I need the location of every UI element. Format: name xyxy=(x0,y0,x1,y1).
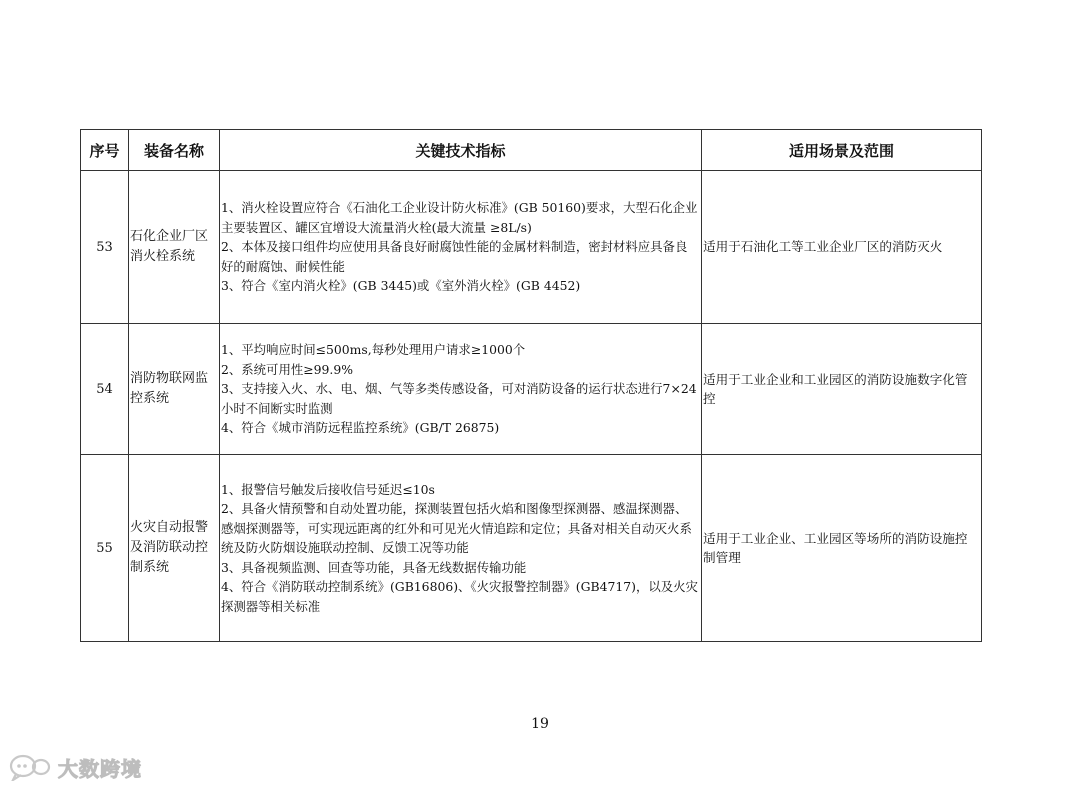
row-scope: 适用于工业企业和工业园区的消防设施数字化管控 xyxy=(702,324,982,455)
row-spec-list xyxy=(220,455,702,642)
row-equipment-name: 火灾自动报警及消防联动控制系统 xyxy=(129,455,220,642)
spec-item: 3、具备视频监测、回查等功能，具备无线数据传输功能 xyxy=(221,559,527,575)
row-equipment-name: 消防物联网监控系统 xyxy=(129,324,220,455)
spec-item: 3、符合《室内消火栓》(GB 3445)或《室外消火栓》(GB 4452) xyxy=(221,278,581,294)
spec-item: 3、支持接入火、水、电、烟、气等多类传感设备，可对消防设备的运行状态进行7×24小时不间断实时监测 xyxy=(221,381,697,416)
row-scope: 适用于工业企业、工业园区等场所的消防设施控制管理 xyxy=(702,455,982,642)
table-row xyxy=(81,455,982,642)
header-scope: 适用场景及范围 xyxy=(702,130,982,171)
row-scope: 适用于石油化工等工业企业厂区的消防灭火 xyxy=(702,171,982,324)
header-seq: 序号 xyxy=(81,130,129,171)
chat-bubble-logo-icon xyxy=(8,753,52,781)
table-row xyxy=(81,171,982,324)
row-spec-list xyxy=(220,171,702,324)
spec-item: 1、平均响应时间≤500ms,每秒处理用户请求≥1000个 xyxy=(221,342,526,358)
row-equipment-name: 石化企业厂区消火栓系统 xyxy=(129,171,220,324)
spec-item: 4、符合《城市消防远程监控系统》(GB/T 26875) xyxy=(221,420,500,436)
spec-item: 1、报警信号触发后接收信号延迟≤10s xyxy=(221,481,435,497)
row-seq: 53 xyxy=(81,171,129,324)
spec-item: 2、本体及接口组件均应使用具备良好耐腐蚀性能的金属材料制造，密封材料应具备良好的耐腐蚀、耐候性能 xyxy=(221,239,688,274)
row-seq: 54 xyxy=(81,324,129,455)
spec-item: 2、系统可用性≥99.9% xyxy=(221,361,353,377)
page-number: 19 xyxy=(531,716,549,732)
header-equipment-name: 装备名称 xyxy=(129,130,220,171)
spec-item: 1、消火栓设置应符合《石油化工企业设计防火标准》(GB 50160)要求，大型石化企业主要装置区、罐区宜增设大流量消火栓(最大流量 ≥8L/s) xyxy=(221,200,698,235)
row-seq: 55 xyxy=(81,455,129,642)
spec-item: 4、符合《消防联动控制系统》(GB16806)、《火灾报警控制器》(GB4717)，以及火灾探测器等相关标准 xyxy=(221,579,698,614)
row-spec-list xyxy=(220,324,702,455)
watermark xyxy=(8,752,142,782)
table-header-row xyxy=(81,130,982,171)
table-row xyxy=(81,324,982,455)
watermark-text: 大数跨境 xyxy=(58,756,142,781)
spec-item: 2、具备火情预警和自动处置功能，探测装置包括火焰和图像型探测器、感温探测器、感烟探测器等，可实现远距离的红外和可见光火情追踪和定位；具备对相关自动灭火系统及防火防烟设施联动控制、反馈工况等功能 xyxy=(221,501,692,556)
header-key-specs: 关键技术指标 xyxy=(220,130,702,171)
equipment-spec-table xyxy=(80,129,982,642)
